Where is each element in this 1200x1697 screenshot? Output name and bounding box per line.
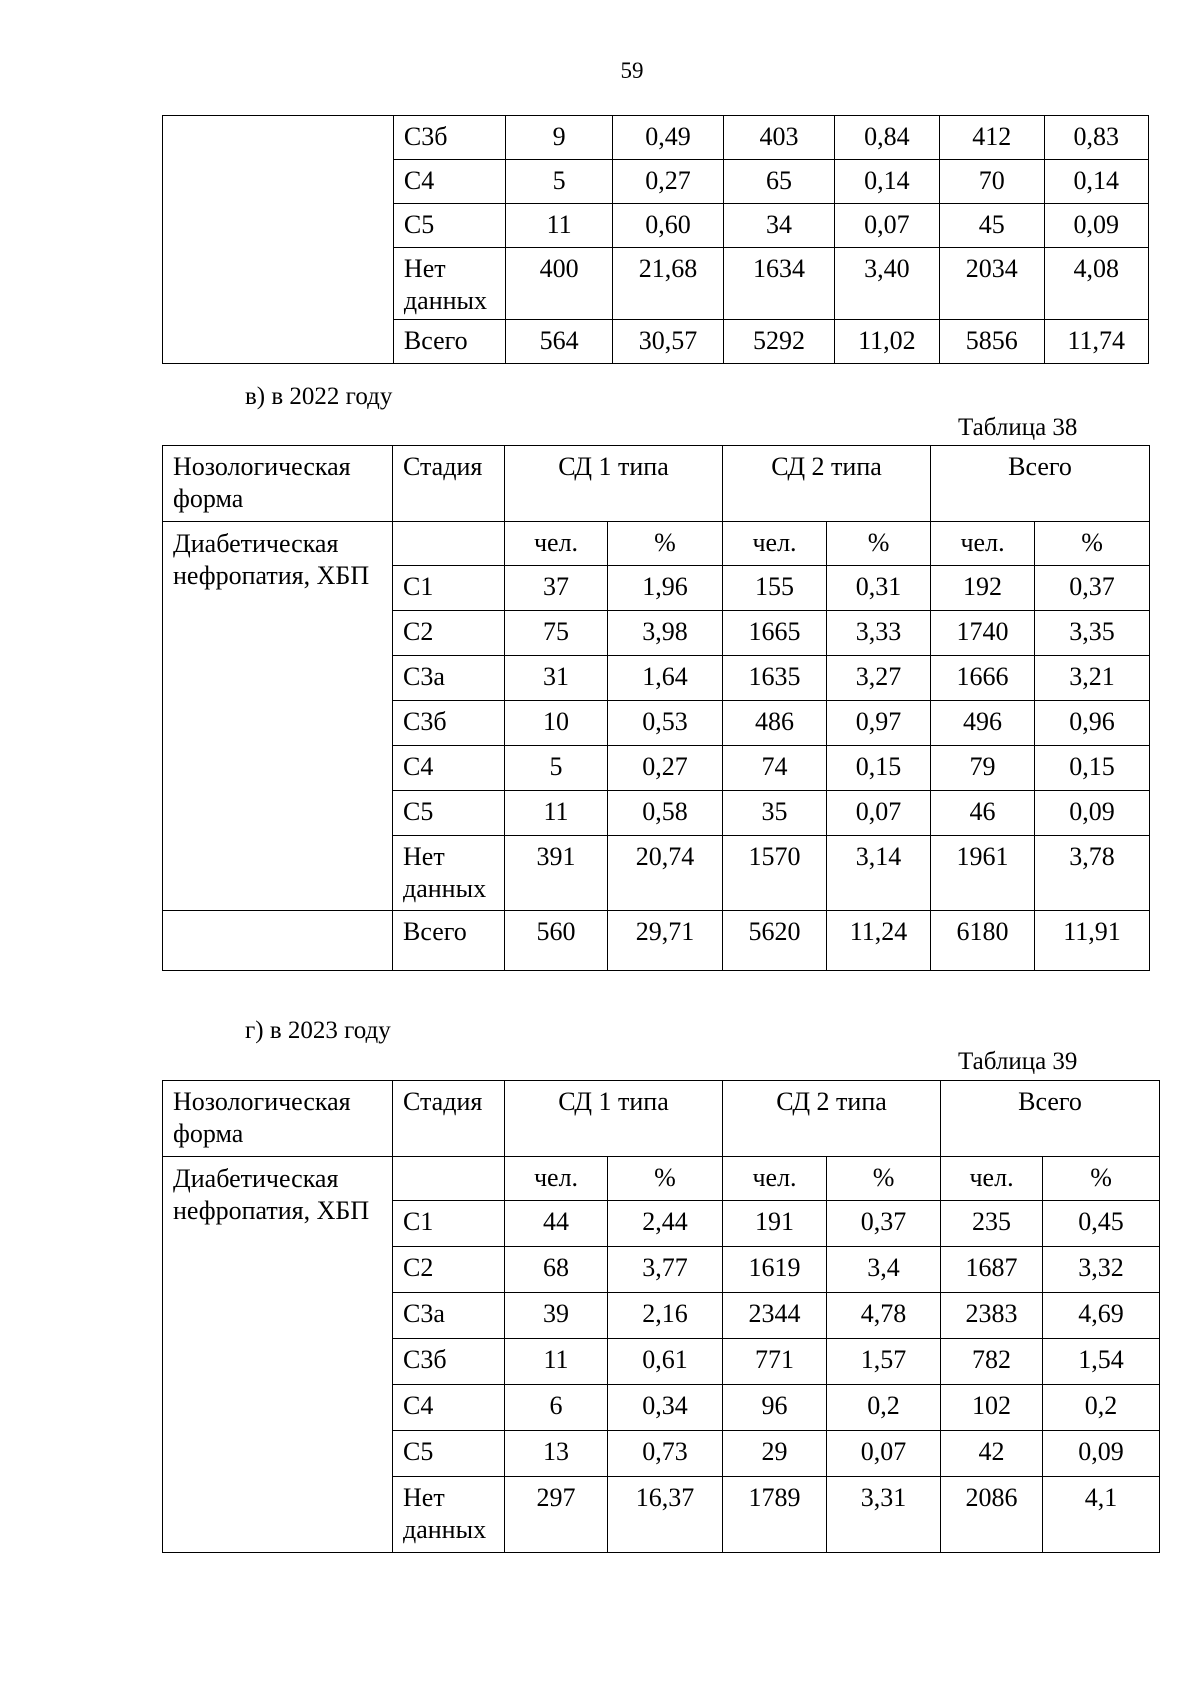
value-cell: 0,15 bbox=[827, 746, 931, 791]
header-total: Всего bbox=[931, 446, 1150, 522]
stage-cell: С2 bbox=[393, 611, 505, 656]
value-cell: 35 bbox=[723, 791, 827, 836]
unit-cell: чел. bbox=[941, 1157, 1043, 1201]
value-cell: 9 bbox=[506, 116, 612, 160]
value-cell: 0,73 bbox=[608, 1431, 723, 1477]
form-label-cell: Диабетическая нефропатия, ХБП bbox=[163, 1157, 393, 1553]
value-cell: 1634 bbox=[724, 248, 834, 320]
value-cell: 3,98 bbox=[608, 611, 723, 656]
value-cell: 1,54 bbox=[1043, 1339, 1160, 1385]
value-cell: 0,09 bbox=[1044, 204, 1148, 248]
value-cell: 0,07 bbox=[827, 1431, 941, 1477]
unit-cell: % bbox=[608, 1157, 723, 1201]
page-number: 59 bbox=[620, 58, 644, 83]
value-cell: 75 bbox=[505, 611, 608, 656]
value-cell: 0,37 bbox=[827, 1201, 941, 1247]
value-cell: 5620 bbox=[723, 911, 827, 971]
value-cell: 235 bbox=[941, 1201, 1043, 1247]
value-cell: 0,09 bbox=[1035, 791, 1150, 836]
value-cell: 42 bbox=[941, 1431, 1043, 1477]
stage-cell: С5 bbox=[393, 1431, 505, 1477]
value-cell: 1619 bbox=[723, 1247, 827, 1293]
value-cell: 13 bbox=[505, 1431, 608, 1477]
unit-cell: % bbox=[1035, 522, 1150, 566]
value-cell: 0,15 bbox=[1035, 746, 1150, 791]
value-cell: 1635 bbox=[723, 656, 827, 701]
value-cell: 11 bbox=[505, 1339, 608, 1385]
value-cell: 3,21 bbox=[1035, 656, 1150, 701]
stage-cell: С4 bbox=[393, 1385, 505, 1431]
value-cell: 0,27 bbox=[608, 746, 723, 791]
value-cell: 0,14 bbox=[834, 160, 939, 204]
value-cell: 68 bbox=[505, 1247, 608, 1293]
stage-cell: Нет данных bbox=[393, 1477, 505, 1553]
value-cell: 2086 bbox=[941, 1477, 1043, 1553]
value-cell: 65 bbox=[724, 160, 834, 204]
stage-cell: С3б bbox=[393, 1339, 505, 1385]
value-cell: 0,61 bbox=[608, 1339, 723, 1385]
value-cell: 2,44 bbox=[608, 1201, 723, 1247]
header-sd1: СД 1 типа bbox=[505, 446, 723, 522]
value-cell: 96 bbox=[723, 1385, 827, 1431]
value-cell: 74 bbox=[723, 746, 827, 791]
value-cell: 46 bbox=[931, 791, 1035, 836]
header-stage: Стадия bbox=[393, 446, 505, 522]
stage-cell: С1 bbox=[393, 566, 505, 611]
header-row bbox=[163, 446, 1150, 522]
stage-cell: С3б bbox=[393, 701, 505, 746]
value-cell: 30,57 bbox=[612, 320, 723, 364]
value-cell: 5292 bbox=[724, 320, 834, 364]
value-cell: 21,68 bbox=[612, 248, 723, 320]
value-cell: 1666 bbox=[931, 656, 1035, 701]
empty-stage-cell bbox=[393, 522, 505, 566]
value-cell: 564 bbox=[506, 320, 612, 364]
value-cell: 3,31 bbox=[827, 1477, 941, 1553]
value-cell: 0,60 bbox=[612, 204, 723, 248]
value-cell: 5856 bbox=[940, 320, 1044, 364]
value-cell: 3,14 bbox=[827, 836, 931, 911]
value-cell: 0,2 bbox=[827, 1385, 941, 1431]
value-cell: 20,74 bbox=[608, 836, 723, 911]
value-cell: 79 bbox=[931, 746, 1035, 791]
table-38 bbox=[162, 445, 1150, 971]
value-cell: 1,57 bbox=[827, 1339, 941, 1385]
value-cell: 16,37 bbox=[608, 1477, 723, 1553]
value-cell: 486 bbox=[723, 701, 827, 746]
form-label-cell: Диабетическая нефропатия, ХБП bbox=[163, 522, 393, 911]
value-cell: 0,37 bbox=[1035, 566, 1150, 611]
value-cell: 1,96 bbox=[608, 566, 723, 611]
stage-cell: С2 bbox=[393, 1247, 505, 1293]
unit-cell: чел. bbox=[505, 522, 608, 566]
value-cell: 29 bbox=[723, 1431, 827, 1477]
value-cell: 1687 bbox=[941, 1247, 1043, 1293]
section-heading-2023: г) в 2023 году bbox=[245, 1017, 391, 1044]
stage-cell: Нет данных bbox=[393, 248, 505, 320]
stage-cell: С5 bbox=[393, 204, 505, 248]
value-cell: 4,1 bbox=[1043, 1477, 1160, 1553]
value-cell: 102 bbox=[941, 1385, 1043, 1431]
value-cell: 0,31 bbox=[827, 566, 931, 611]
value-cell: 3,40 bbox=[834, 248, 939, 320]
table-39-title: Таблица 39 bbox=[958, 1048, 1078, 1075]
value-cell: 412 bbox=[940, 116, 1044, 160]
units-row bbox=[163, 522, 1150, 566]
empty-form-cell bbox=[163, 116, 394, 364]
value-cell: 782 bbox=[941, 1339, 1043, 1385]
stage-cell: С3а bbox=[393, 656, 505, 701]
value-cell: 34 bbox=[724, 204, 834, 248]
unit-cell: чел. bbox=[505, 1157, 608, 1201]
value-cell: 1570 bbox=[723, 836, 827, 911]
value-cell: 0,83 bbox=[1044, 116, 1148, 160]
value-cell: 0,07 bbox=[827, 791, 931, 836]
value-cell: 0,09 bbox=[1043, 1431, 1160, 1477]
value-cell: 44 bbox=[505, 1201, 608, 1247]
value-cell: 191 bbox=[723, 1201, 827, 1247]
header-row bbox=[163, 1081, 1160, 1157]
value-cell: 6 bbox=[505, 1385, 608, 1431]
unit-cell: чел. bbox=[931, 522, 1035, 566]
value-cell: 0,07 bbox=[834, 204, 939, 248]
table-row bbox=[163, 116, 1149, 160]
value-cell: 11 bbox=[505, 791, 608, 836]
value-cell: 0,2 bbox=[1043, 1385, 1160, 1431]
stage-cell: Всего bbox=[393, 320, 505, 364]
value-cell: 5 bbox=[506, 160, 612, 204]
stage-cell: С3б bbox=[393, 116, 505, 160]
value-cell: 5 bbox=[505, 746, 608, 791]
value-cell: 45 bbox=[940, 204, 1044, 248]
unit-cell: чел. bbox=[723, 1157, 827, 1201]
value-cell: 11 bbox=[506, 204, 612, 248]
value-cell: 0,34 bbox=[608, 1385, 723, 1431]
header-sd2: СД 2 типа bbox=[723, 1081, 941, 1157]
header-sd1: СД 1 типа bbox=[505, 1081, 723, 1157]
value-cell: 1961 bbox=[931, 836, 1035, 911]
stage-cell: С4 bbox=[393, 160, 505, 204]
value-cell: 2383 bbox=[941, 1293, 1043, 1339]
value-cell: 3,32 bbox=[1043, 1247, 1160, 1293]
value-cell: 0,53 bbox=[608, 701, 723, 746]
value-cell: 0,96 bbox=[1035, 701, 1150, 746]
value-cell: 29,71 bbox=[608, 911, 723, 971]
value-cell: 3,78 bbox=[1035, 836, 1150, 911]
value-cell: 11,74 bbox=[1044, 320, 1148, 364]
value-cell: 31 bbox=[505, 656, 608, 701]
section-heading-2022: в) в 2022 году bbox=[245, 383, 393, 410]
value-cell: 2,16 bbox=[608, 1293, 723, 1339]
value-cell: 1789 bbox=[723, 1477, 827, 1553]
stage-cell: С1 bbox=[393, 1201, 505, 1247]
unit-cell: чел. bbox=[723, 522, 827, 566]
stage-cell: С4 bbox=[393, 746, 505, 791]
value-cell: 560 bbox=[505, 911, 608, 971]
value-cell: 3,77 bbox=[608, 1247, 723, 1293]
value-cell: 1740 bbox=[931, 611, 1035, 656]
value-cell: 0,58 bbox=[608, 791, 723, 836]
unit-cell: % bbox=[827, 522, 931, 566]
value-cell: 1,64 bbox=[608, 656, 723, 701]
value-cell: 3,27 bbox=[827, 656, 931, 701]
header-sd2: СД 2 типа bbox=[723, 446, 931, 522]
table-39 bbox=[162, 1080, 1160, 1553]
value-cell: 3,35 bbox=[1035, 611, 1150, 656]
value-cell: 11,24 bbox=[827, 911, 931, 971]
value-cell: 155 bbox=[723, 566, 827, 611]
value-cell: 11,91 bbox=[1035, 911, 1150, 971]
stage-cell: С5 bbox=[393, 791, 505, 836]
table-38-title: Таблица 38 bbox=[958, 414, 1078, 441]
value-cell: 4,69 bbox=[1043, 1293, 1160, 1339]
table-continuation bbox=[162, 115, 1149, 364]
value-cell: 39 bbox=[505, 1293, 608, 1339]
value-cell: 771 bbox=[723, 1339, 827, 1385]
value-cell: 0,14 bbox=[1044, 160, 1148, 204]
value-cell: 10 bbox=[505, 701, 608, 746]
stage-cell: С3а bbox=[393, 1293, 505, 1339]
units-row bbox=[163, 1157, 1160, 1201]
header-total: Всего bbox=[941, 1081, 1160, 1157]
header-form: Нозологическая форма bbox=[163, 1081, 393, 1157]
table-row bbox=[163, 911, 1150, 971]
value-cell: 0,49 bbox=[612, 116, 723, 160]
value-cell: 0,97 bbox=[827, 701, 931, 746]
value-cell: 400 bbox=[506, 248, 612, 320]
value-cell: 403 bbox=[724, 116, 834, 160]
value-cell: 4,08 bbox=[1044, 248, 1148, 320]
value-cell: 0,27 bbox=[612, 160, 723, 204]
value-cell: 3,4 bbox=[827, 1247, 941, 1293]
stage-cell: Всего bbox=[393, 911, 505, 971]
header-stage: Стадия bbox=[393, 1081, 505, 1157]
header-form: Нозологическая форма bbox=[163, 446, 393, 522]
stage-cell: Нет данных bbox=[393, 836, 505, 911]
value-cell: 3,33 bbox=[827, 611, 931, 656]
value-cell: 1665 bbox=[723, 611, 827, 656]
value-cell: 37 bbox=[505, 566, 608, 611]
value-cell: 4,78 bbox=[827, 1293, 941, 1339]
empty-stage-cell bbox=[393, 1157, 505, 1201]
value-cell: 391 bbox=[505, 836, 608, 911]
value-cell: 11,02 bbox=[834, 320, 939, 364]
value-cell: 192 bbox=[931, 566, 1035, 611]
value-cell: 6180 bbox=[931, 911, 1035, 971]
value-cell: 0,84 bbox=[834, 116, 939, 160]
unit-cell: % bbox=[1043, 1157, 1160, 1201]
value-cell: 0,45 bbox=[1043, 1201, 1160, 1247]
value-cell: 70 bbox=[940, 160, 1044, 204]
unit-cell: % bbox=[827, 1157, 941, 1201]
empty-form-cell bbox=[163, 911, 393, 971]
value-cell: 2344 bbox=[723, 1293, 827, 1339]
unit-cell: % bbox=[608, 522, 723, 566]
value-cell: 297 bbox=[505, 1477, 608, 1553]
value-cell: 496 bbox=[931, 701, 1035, 746]
value-cell: 2034 bbox=[940, 248, 1044, 320]
